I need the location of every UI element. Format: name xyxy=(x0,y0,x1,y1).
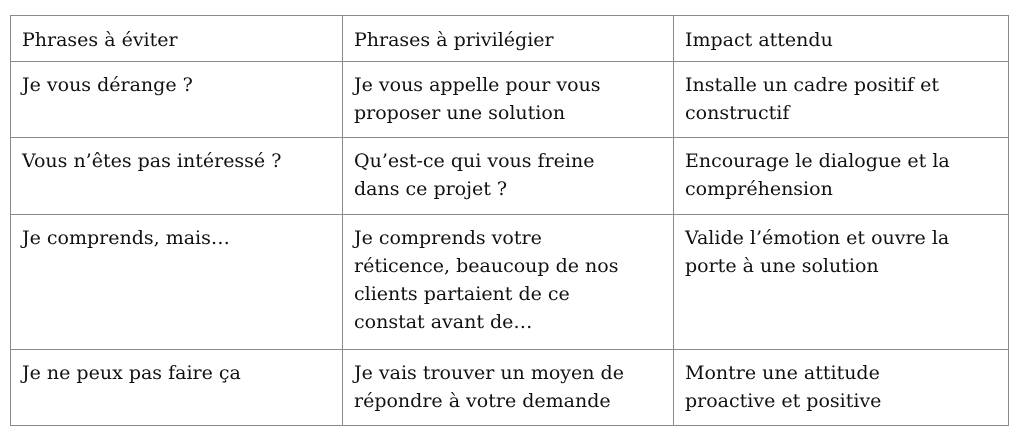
cell-phrase-a-eviter: Vous n’êtes pas intéressé ? xyxy=(11,138,343,215)
cell-phrase-a-privilegier: Je comprends votre réticence, beaucoup de nos clients partaient de ce constat avant de… xyxy=(343,215,674,350)
cell-phrase-a-privilegier: Je vous appelle pour vous proposer une solution xyxy=(343,62,674,138)
table-header-row xyxy=(11,16,1009,62)
cell-impact-attendu: Encourage le dialogue et la compréhension xyxy=(674,138,1009,215)
cell-phrase-a-privilegier: Je vais trouver un moyen de répondre à votre demande xyxy=(343,350,674,426)
cell-phrase-a-eviter: Je comprends, mais… xyxy=(11,215,343,350)
cell-impact-attendu: Installe un cadre positif et constructif xyxy=(674,62,1009,138)
header-impact-attendu: Impact attendu xyxy=(674,16,1009,62)
table-row xyxy=(11,215,1009,350)
cell-phrase-a-eviter: Je ne peux pas faire ça xyxy=(11,350,343,426)
phrases-table xyxy=(10,15,1009,426)
cell-phrase-a-privilegier: Qu’est-ce qui vous freine dans ce projet ? xyxy=(343,138,674,215)
table-row xyxy=(11,350,1009,426)
table-row xyxy=(11,62,1009,138)
cell-phrase-a-eviter: Je vous dérange ? xyxy=(11,62,343,138)
cell-impact-attendu: Valide l’émotion et ouvre la porte à une solution xyxy=(674,215,1009,350)
header-phrases-a-eviter: Phrases à éviter xyxy=(11,16,343,62)
header-phrases-a-privilegier: Phrases à privilégier xyxy=(343,16,674,62)
cell-impact-attendu: Montre une attitude proactive et positive xyxy=(674,350,1009,426)
table-row xyxy=(11,138,1009,215)
